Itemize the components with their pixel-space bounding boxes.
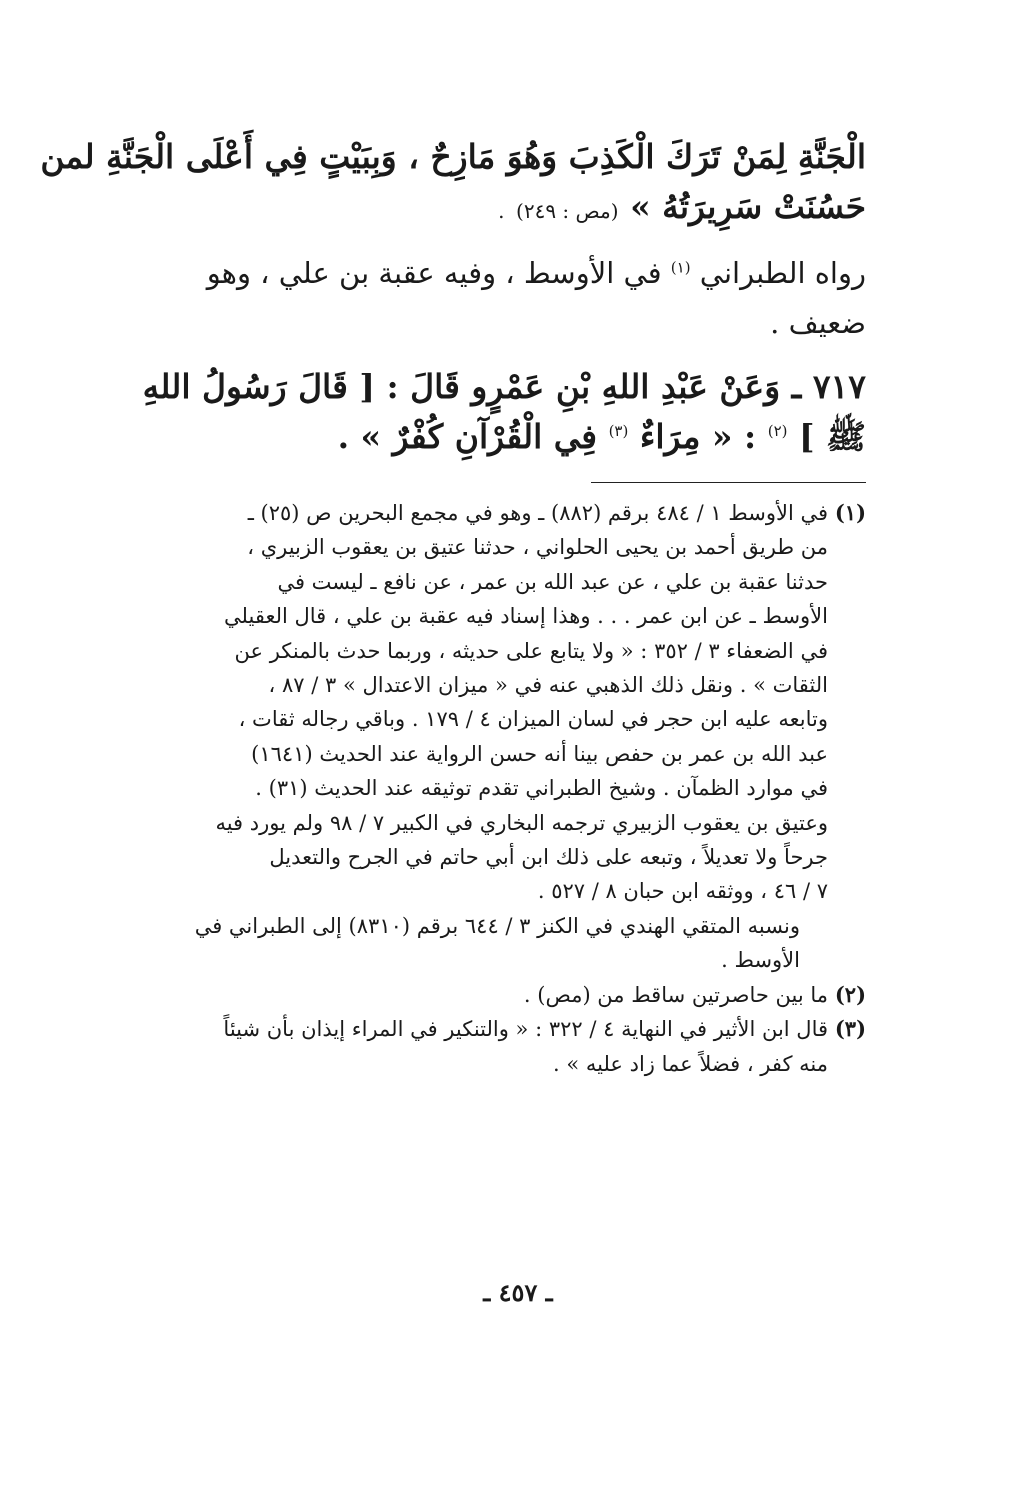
- footnote-number: (١): [834, 500, 866, 525]
- colon: :: [744, 417, 757, 456]
- footnote-line: في موارد الظمآن . وشيخ الطبراني تقدم توثيقه عند الحديث (٣١) .: [255, 776, 828, 801]
- footnote-ref-2[interactable]: (٢): [767, 422, 788, 440]
- footnote-ref-1[interactable]: (١): [670, 258, 691, 277]
- hadith-717-line-2: [170, 412, 866, 462]
- footnote-separator: [591, 482, 866, 483]
- source-reference: (مص : ٢٤٩): [516, 199, 619, 223]
- footnote-line: قال ابن الأثير في النهاية ٤ / ٣٢٢ : « والتنكير في المراء إيذان بأن شيئاً: [223, 1017, 828, 1042]
- page-number: ـ ٤٥٧ ـ: [483, 1278, 553, 1307]
- footnote-continuation-line: الأوسط .: [721, 948, 800, 973]
- footnote-line: وتابعه عليه ابن حجر في لسان الميزان ٤ / ١٧٩ . وباقي رجاله ثقات ،: [238, 707, 828, 732]
- hadith-717-text: [142, 362, 866, 462]
- footnote-line: الثقات » . ونقل ذلك الذهبي عنه في « ميزان الاعتدال » ٣ / ٨٧ ،: [268, 673, 828, 698]
- hadith-717-text-a: « مِرَاءٌ: [639, 417, 733, 456]
- footnote-line: جرحاً ولا تعديلاً ، وتبعه على ذلك ابن أبي حاتم في الجرح والتعديل: [269, 845, 828, 870]
- hadith-716-commentary: [170, 248, 866, 348]
- salutation-glyph: ﷺ: [826, 417, 866, 456]
- footnote-line: حدثنا عقبة بن علي ، عن عبد الله بن عمر ، عن نافع ـ ليست في: [277, 569, 828, 594]
- hadith-717-line-1: ٧١٧ ـ وَعَنْ عَبْدِ اللهِ بْنِ عَمْرٍو قَالَ : [ قَالَ رَسُولُ اللهِ: [142, 367, 866, 406]
- footnote-line: ٧ / ٤٦ ، ووثقه ابن حبان ٨ / ٥٢٧ .: [537, 879, 828, 904]
- footnote-number: (٣): [834, 1016, 866, 1042]
- hadith-716-line-2: [170, 182, 866, 236]
- commentary-line-1: [170, 248, 866, 298]
- footnotes: [170, 496, 866, 1081]
- footnote-ref-3[interactable]: (٣): [608, 422, 629, 440]
- bracket-close: ]: [799, 417, 815, 456]
- hadith-716-line-1: الْجَنَّةِ لِمَنْ تَرَكَ الْكَذِبَ وَهُوَ مَازِحٌ ، وَبِبَيْتٍ فِي أَعْلَى الْجَنَّةِ لمن: [40, 137, 866, 176]
- footnote-line: وعتيق بن يعقوب الزبيري ترجمه البخاري في الكبير ٧ / ٩٨ ولم يورد فيه: [215, 810, 828, 835]
- period: .: [498, 199, 505, 223]
- hadith-717-text-b: فِي الْقُرْآنِ كُفْرٌ » .: [337, 417, 598, 456]
- footnote-continuation-line: ونسبه المتقي الهندي في الكنز ٣ / ٦٤٤ برقم (٨٣١٠) إلى الطبراني في: [194, 913, 800, 938]
- footnote-line: في الضعفاء ٣ / ٣٥٢ : « ولا يتابع على حديثه ، وربما حدث بالمنكر عن: [234, 638, 828, 663]
- footnote-line: في الأوسط ١ / ٤٨٤ برقم (٨٨٢) ـ وهو في مجمع البحرين ص (٢٥) ـ: [247, 501, 828, 525]
- footnote-line: ما بين حاصرتين ساقط من (مص) .: [523, 982, 828, 1007]
- footnote-number: (٢): [834, 981, 866, 1007]
- footnote-line: الأوسط ـ عن ابن عمر . . . وهذا إسناد فيه عقبة بن علي ، قال العقيلي: [224, 604, 828, 629]
- hadith-716-text: [40, 132, 866, 236]
- commentary-text-b: في الأوسط ، وفيه عقبة بن علي ، وهو: [206, 256, 662, 290]
- commentary-line-2: ضعيف .: [770, 306, 866, 340]
- footnote-line: عبد الله بن عمر بن حفص بينا أنه حسن الرواية عند الحديث (١٦٤١): [251, 741, 828, 766]
- footnote-line: منه كفر ، فضلاً عما زاد عليه » .: [552, 1051, 828, 1076]
- footnote-2: [170, 978, 866, 1012]
- footnote-line: من طريق أحمد بن يحيى الحلواني ، حدثنا عتيق بن يعقوب الزبيري ،: [247, 535, 828, 560]
- footnote-1: [170, 496, 866, 978]
- commentary-text-a: رواه الطبراني: [699, 256, 866, 290]
- footnote-3: [170, 1012, 866, 1081]
- hadith-716-quote-end: حَسُنَتْ سَرِيرَتُهُ »: [630, 187, 866, 226]
